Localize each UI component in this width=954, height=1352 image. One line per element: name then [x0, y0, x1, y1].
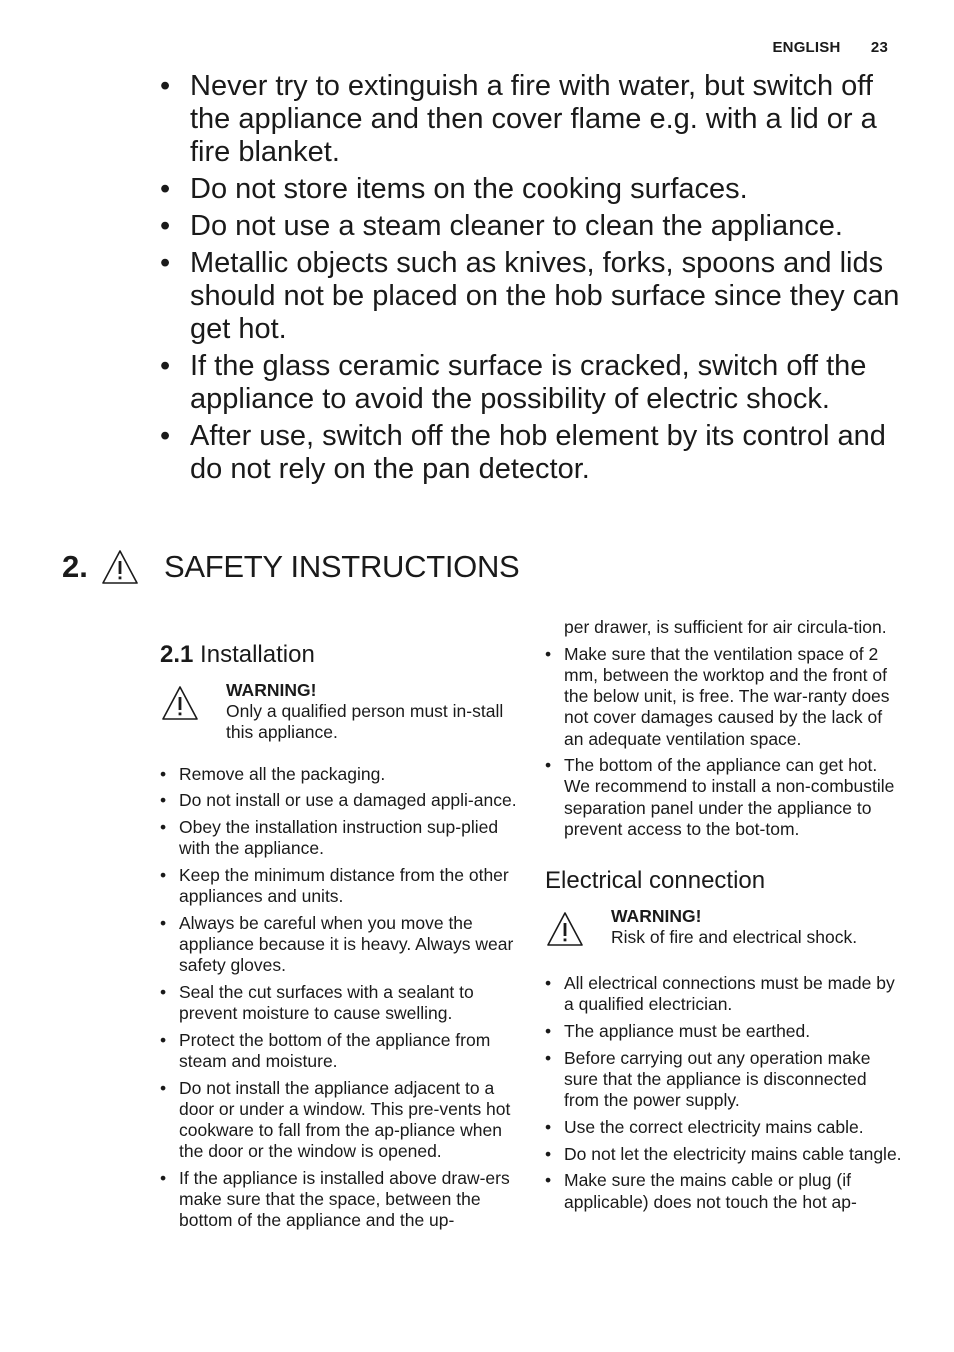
language-label: ENGLISH — [772, 39, 841, 56]
list-item: • Keep the minimum distance from the other appliances and units. — [160, 865, 520, 907]
list-item: • Do not let the electricity mains cable tangle. — [545, 1144, 905, 1165]
list-item: • After use, switch off the hob element by its control and do not rely on the pan detector. — [160, 420, 900, 486]
installation-warning — [160, 680, 520, 744]
list-item: • Make sure that the ventilation space of 2 mm, between the worktop and the front of the below unit, is free. The war-ranty does not cover damages caused by the lack of an adequate ventilation space. — [545, 644, 905, 750]
installation-heading — [160, 640, 520, 670]
list-item: • Obey the installation instruction sup-plied with the appliance. — [160, 817, 520, 859]
warning-triangle-icon — [100, 548, 140, 586]
list-item: • Metallic objects such as knives, forks, spoons and lids should not be placed on the hob surface since they can get hot. — [160, 247, 900, 346]
list-item: • Make sure the mains cable or plug (if applicable) does not touch the hot ap- — [545, 1170, 905, 1212]
list-item-continuation: per drawer, is sufficient for air circula-tion. — [564, 617, 887, 637]
warning-text: Risk of fire and electrical shock. — [611, 927, 858, 948]
subsection-title: Installation — [200, 641, 315, 668]
warning-triangle-icon — [545, 910, 585, 948]
warning-title: WARNING! — [226, 680, 317, 700]
warning-title: WARNING! — [611, 906, 702, 927]
list-item: • If the appliance is installed above draw-ers make sure that the space, between the bottom of the appliance and the up- — [160, 1168, 520, 1232]
list-item: • Seal the cut surfaces with a sealant to prevent moisture to cause swelling. — [160, 982, 520, 1024]
list-item: • All electrical connections must be made by a qualified electrician. — [545, 973, 905, 1015]
list-item: • Use the correct electricity mains cable. — [545, 1117, 905, 1138]
list-item: • The appliance must be earthed. — [545, 1021, 905, 1042]
electrical-bullet-list — [545, 973, 905, 1213]
section-heading — [62, 548, 519, 586]
list-item: • If the glass ceramic surface is cracked, switch off the appliance to avoid the possibility of electric shock. — [160, 350, 900, 416]
page-header — [772, 39, 888, 56]
list-item: • Before carrying out any operation make sure that the appliance is disconnected from the power supply. — [545, 1048, 905, 1112]
list-item: • Do not store items on the cooking surfaces. — [160, 173, 900, 206]
page-number: 23 — [870, 39, 888, 56]
list-item: • The bottom of the appliance can get hot. We recommend to install a non-combustile separation panel under the appliance to prevent access to the bot-tom. — [545, 755, 905, 840]
warning-text: Only a qualified person must in-stall this appliance. — [226, 701, 504, 743]
warning-triangle-icon — [160, 684, 200, 722]
list-item: • Do not use a steam cleaner to clean the appliance. — [160, 210, 900, 243]
list-item: • Do not install the appliance adjacent to a door or under a window. This pre-vents hot cookware to fall from the ap-pliance when the door or the window is opened. — [160, 1078, 520, 1163]
list-item: • Never try to extinguish a fire with water, but switch off the appliance and then cover flame e.g. with a lid or a fire blanket. — [160, 70, 900, 169]
section-title: SAFETY INSTRUCTIONS — [164, 549, 520, 584]
section-number: 2. — [62, 549, 88, 584]
electrical-heading: Electrical connection — [545, 867, 766, 895]
top-bullet-list — [160, 70, 900, 490]
list-item: • Always be careful when you move the appliance because it is heavy. Always wear safety gloves. — [160, 913, 520, 977]
electrical-warning — [545, 906, 905, 953]
subsection-number: 2.1 — [160, 641, 194, 668]
list-item: • Remove all the packaging. — [160, 764, 520, 785]
list-item: • Protect the bottom of the appliance from steam and moisture. — [160, 1030, 520, 1072]
left-column — [160, 640, 520, 1237]
installation-bullet-list-continued — [545, 644, 905, 840]
right-column — [545, 617, 905, 1218]
installation-bullet-list — [160, 764, 520, 1232]
list-item: • Do not install or use a damaged appli-ance. — [160, 790, 520, 811]
